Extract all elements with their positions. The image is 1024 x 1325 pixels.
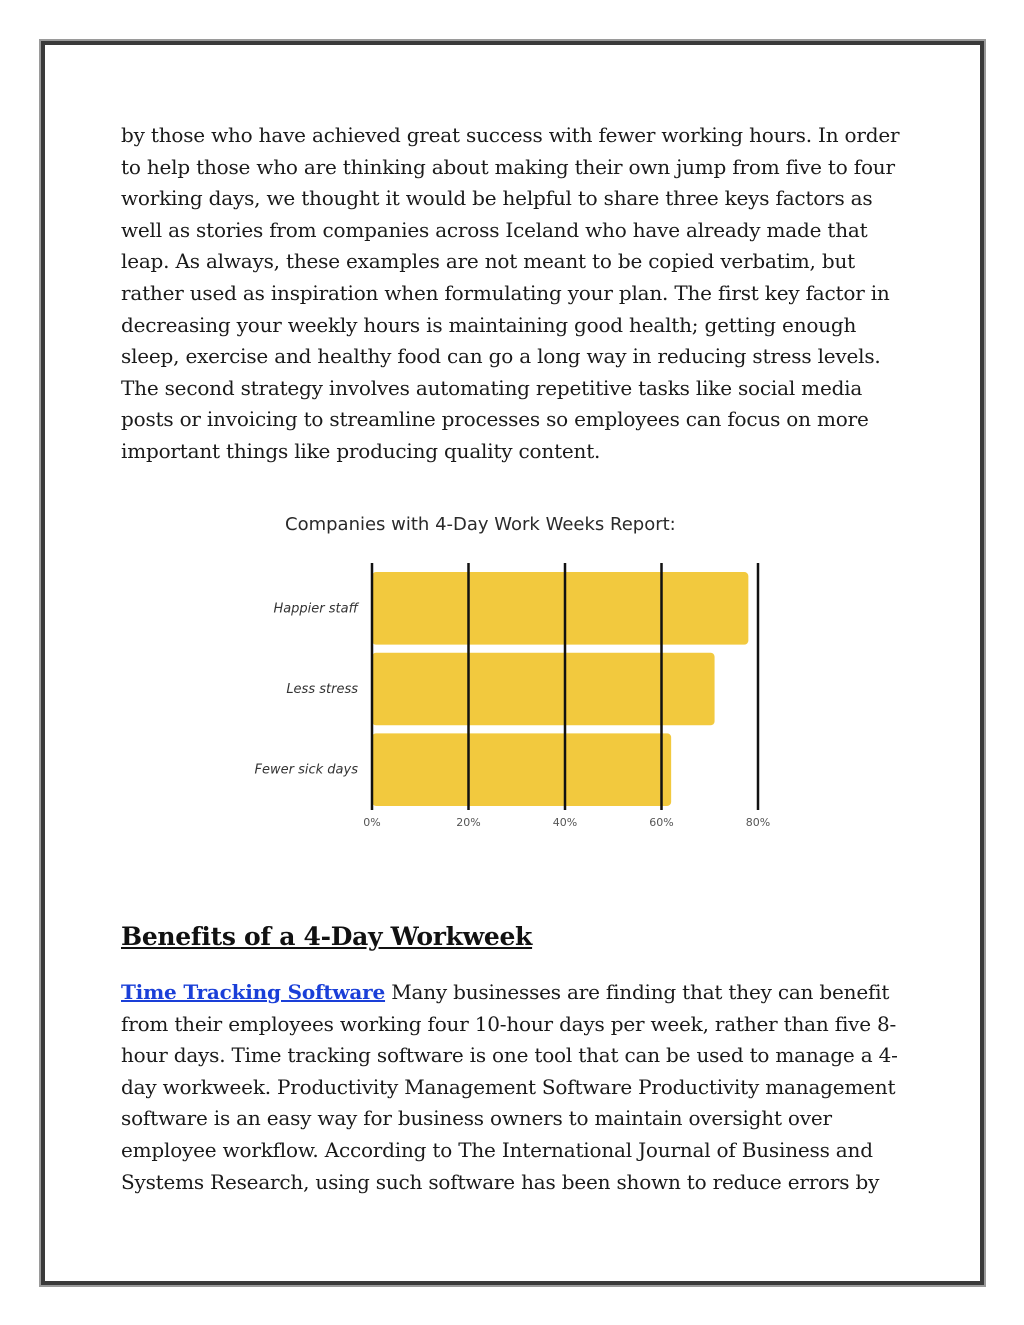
benefits-paragraph [121,977,911,1198]
category-label: Fewer sick days [254,762,358,778]
bar-fewer-sick-days [372,733,671,806]
chart-title: Companies with 4-Day Work Weeks Report: [285,514,676,535]
bar-chart [230,500,790,845]
x-tick-label: 20% [456,816,481,829]
benefits-paragraph-text: Many businesses are finding that they can benefit from their employees working four 10-hour days per week, rather than five 8-hour days. Time tracking software is one tool that can be used to manage a 4-day workweek. Productivity Management Software Productivity management software is an easy way for business owners to maintain oversight over employee workflow. According to The International Journal of Business and Systems Research, using such software has been shown to reduce errors by [121,980,898,1194]
x-tick-label: 60% [649,816,674,829]
bar-less-stress [372,653,715,726]
x-tick-label: 40% [552,816,578,829]
intro-paragraph: by those who have achieved great success with fewer working hours. In order to help those who are thinking about making their own jump from five to four working days, we thought it would be helpful to share three keys factors as well as stories from companies across Iceland who have already made that leap. As always, these examples are not meant to be copied verbatim, but rather used as inspiration when formulating your plan. The first key factor in decreasing your weekly hours is maintaining good health; getting enough sleep, exercise and healthy food can go a long way in reducing stress levels. The second strategy involves automating repetitive tasks like social media posts or invoicing to streamline processes so employees can focus on more important things like producing quality content. [121,123,900,463]
section-heading: Benefits of a 4-Day Workweek [121,922,533,951]
x-tick-label: 0% [363,816,381,829]
x-tick-label: 80% [745,816,771,829]
category-label: Happier staff [273,601,358,617]
category-label: Less stress [286,682,358,697]
bar-happier-staff [372,572,748,645]
bar-chart-svg [230,500,790,845]
time-tracking-software-link[interactable]: Time Tracking Software [121,980,386,1004]
